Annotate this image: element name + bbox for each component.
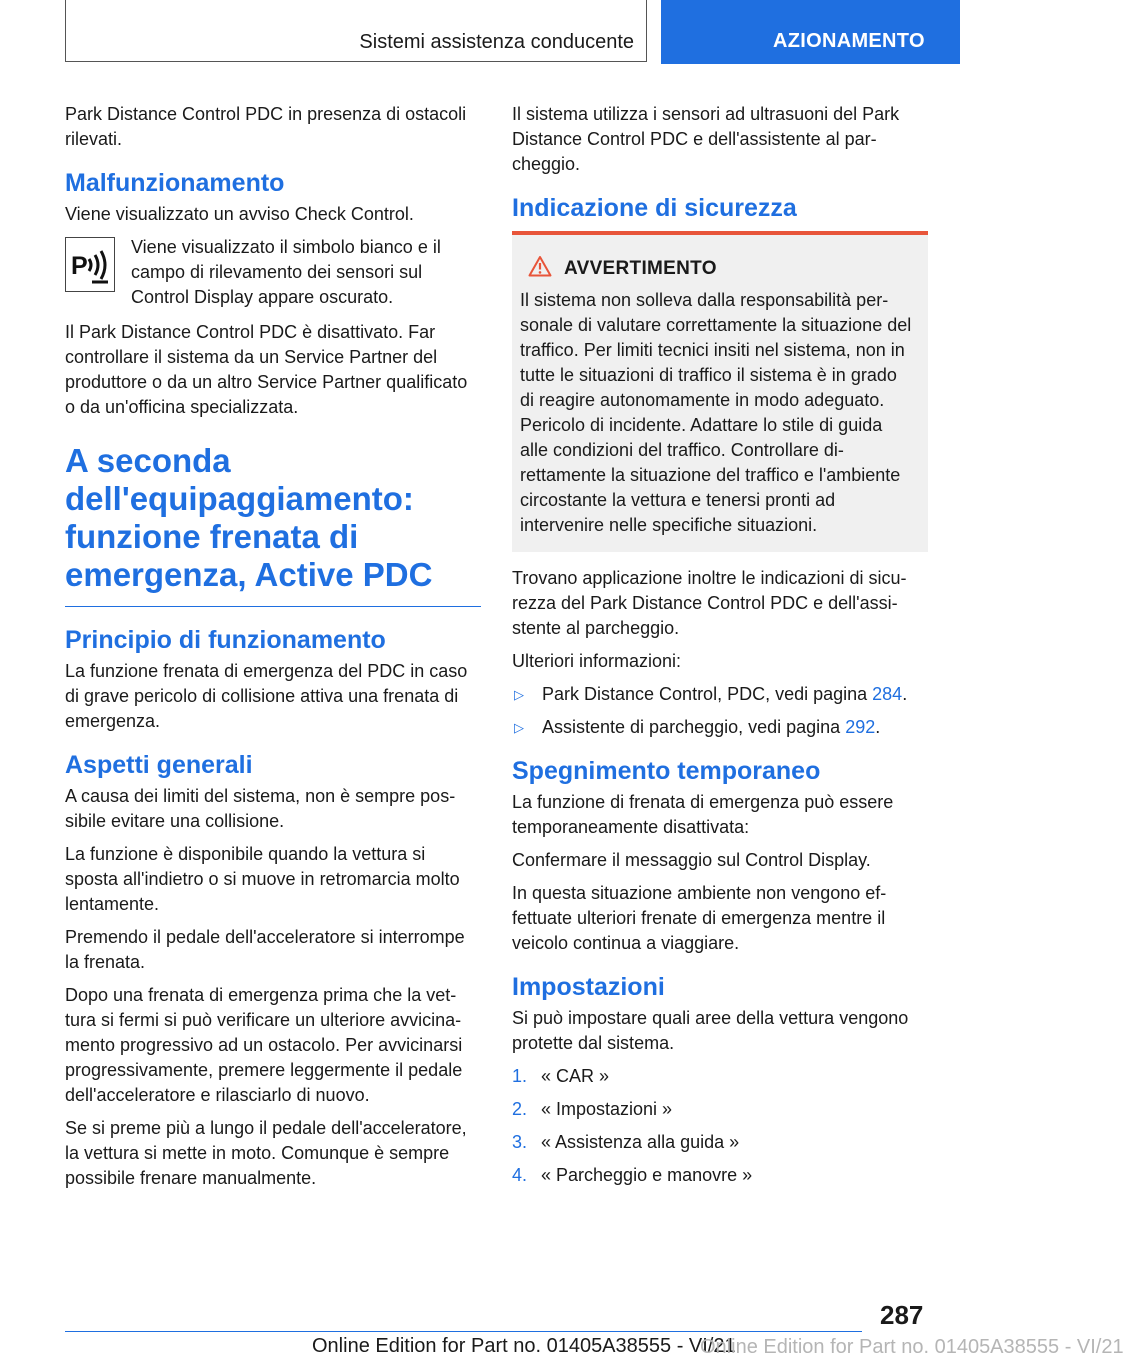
warning-box bbox=[512, 231, 928, 552]
list-item bbox=[512, 1064, 928, 1089]
page-link-284[interactable]: 284 bbox=[872, 684, 903, 704]
heading-malfunction: Malfunzionamento bbox=[65, 169, 285, 197]
list-item bbox=[512, 1097, 928, 1122]
temporary-off-text-1: La funzione di frenata di emergenza può essere temporaneamente disattivata: bbox=[512, 792, 894, 837]
right-intro-text: Il sistema utilizza i sensori ad ultrasuoni del Park Distance Control PDC e dell'assistente al parcheggio. bbox=[512, 104, 900, 174]
bullet-triangle-icon: ▷ bbox=[514, 720, 524, 735]
heading-safety: Indicazione di sicurezza bbox=[512, 194, 797, 222]
general-text-3: Premendo il pedale dell'acceleratore si interrompe la frenata. bbox=[65, 927, 465, 972]
warning-text: Il sistema non solleva dalla responsabilità personale di valutare correttamente la situazione del traffico. Per limiti tecnici insiti nel sistema, non in tutte le situazioni di traffico il sistema è in grado di reagire autonomamente in modo adeguato. Pericolo di incidente. Adattare lo stile di guida alle condizioni del traffico. Controllare direttamente la situazione del traffico e l'ambiente circostante la vettura e tenersi pronti ad intervenire nelle specifiche situazioni. bbox=[520, 290, 912, 535]
principle-text: La funzione frenata di emergenza del PDC in caso di grave pericolo di collisione attiva una frenata di emergenza. bbox=[65, 661, 468, 731]
temporary-off-text-2: Confermare il messaggio sul Control Display. bbox=[512, 850, 871, 870]
general-text-1: A causa dei limiti del sistema, non è sempre possibile evitare una collisione. bbox=[65, 786, 456, 831]
settings-text: Si può impostare quali aree della vettura vengono protette dal sistema. bbox=[512, 1008, 909, 1053]
list-item bbox=[512, 1163, 928, 1188]
right-column bbox=[512, 102, 928, 1196]
chapter-title: Sistemi assistenza conducente bbox=[359, 31, 634, 53]
intro-text: Park Distance Control PDC in presenza di ostacoli rilevati. bbox=[65, 104, 467, 149]
heading-settings: Impostazioni bbox=[512, 973, 665, 1001]
general-text-5: Se si preme più a lungo il pedale dell'acceleratore, la vettura si mette in moto. Comunque è sempre possibile frenare manualmente. bbox=[65, 1118, 467, 1188]
warning-triangle-icon bbox=[528, 255, 552, 282]
step-text: « Assistenza alla guida » bbox=[541, 1132, 740, 1152]
symbol-description: Viene visualizzato il simbolo bianco e il campo di rilevamento dei sensori sul Control Display appare oscurato. bbox=[131, 237, 441, 307]
general-text-4: Dopo una frenata di emergenza prima che la vettura si fermi si può verificare un ulteriore avvicinamento progressivo ad un ostacolo. Per avvicinarsi progressivamente, premere leggermente il pedale dell'acceleratore e rilasciarlo di nuovo. bbox=[65, 985, 463, 1105]
warning-title: AVVERTIMENTO bbox=[564, 257, 717, 279]
watermark: Online Edition for Part no. 01405A38555 - VI/21 bbox=[700, 1336, 1124, 1358]
page-number: 287 bbox=[880, 1300, 924, 1330]
general-text-2: La funzione è disponibile quando la vettura si sposta all'indietro o si muove in retromarcia molto lentamente. bbox=[65, 844, 460, 914]
temporary-off-text-3: In questa situazione ambiente non vengono effettuate ulteriori frenate di emergenza mentre il veicolo continua a viaggiare. bbox=[512, 883, 887, 953]
step-number: 1. bbox=[512, 1066, 528, 1086]
edition-text: Online Edition for Part no. 01405A38555 - VI/21 bbox=[312, 1335, 736, 1357]
step-number: 2. bbox=[512, 1099, 528, 1119]
heading-emergency-braking: A seconda dell'equipaggiamento: funzione frenata di emergenza, Active PDC bbox=[65, 442, 481, 607]
left-column bbox=[65, 102, 481, 1199]
footer-divider bbox=[65, 1331, 862, 1332]
safety-text-1: Trovano applicazione inoltre le indicazioni di sicurezza del Park Distance Control PDC e dell'assistente al parcheggio. bbox=[512, 568, 907, 638]
heading-general: Aspetti generali bbox=[65, 751, 253, 779]
heading-temporary-off: Spegnimento temporaneo bbox=[512, 757, 821, 785]
step-text: « Impostazioni » bbox=[541, 1099, 673, 1119]
step-text: « Parcheggio e manovre » bbox=[541, 1165, 753, 1185]
page-link-292[interactable]: 292 bbox=[845, 717, 876, 737]
header-section-tab bbox=[661, 0, 960, 64]
step-number: 4. bbox=[512, 1165, 528, 1185]
pdc-symbol-row bbox=[65, 235, 481, 310]
section-label: AZIONAMENTO bbox=[773, 30, 925, 52]
list-item bbox=[512, 1130, 928, 1155]
heading-principle: Principio di funzionamento bbox=[65, 626, 386, 654]
header-chapter-box bbox=[65, 0, 647, 62]
safety-text-2: Ulteriori informazioni: bbox=[512, 651, 682, 671]
list-item-text: Assistente di parcheggio, vedi pagina 292. bbox=[542, 717, 881, 737]
warning-header bbox=[520, 255, 914, 282]
pdc-sensor-icon bbox=[65, 237, 115, 292]
step-number: 3. bbox=[512, 1132, 528, 1152]
list-item-text: Park Distance Control, PDC, vedi pagina 284. bbox=[542, 684, 908, 704]
list-item bbox=[512, 682, 928, 707]
svg-text:P: P bbox=[71, 252, 88, 280]
list-item bbox=[512, 715, 928, 740]
bullet-triangle-icon: ▷ bbox=[514, 687, 524, 702]
step-text: « CAR » bbox=[541, 1066, 610, 1086]
malfunction-text-2: Il Park Distance Control PDC è disattivato. Far controllare il sistema da un Service Partner del produttore o da un altro Service Partner qualificato o da un'officina specializzata. bbox=[65, 322, 468, 417]
malfunction-text-1: Viene visualizzato un avviso Check Control. bbox=[65, 204, 414, 224]
